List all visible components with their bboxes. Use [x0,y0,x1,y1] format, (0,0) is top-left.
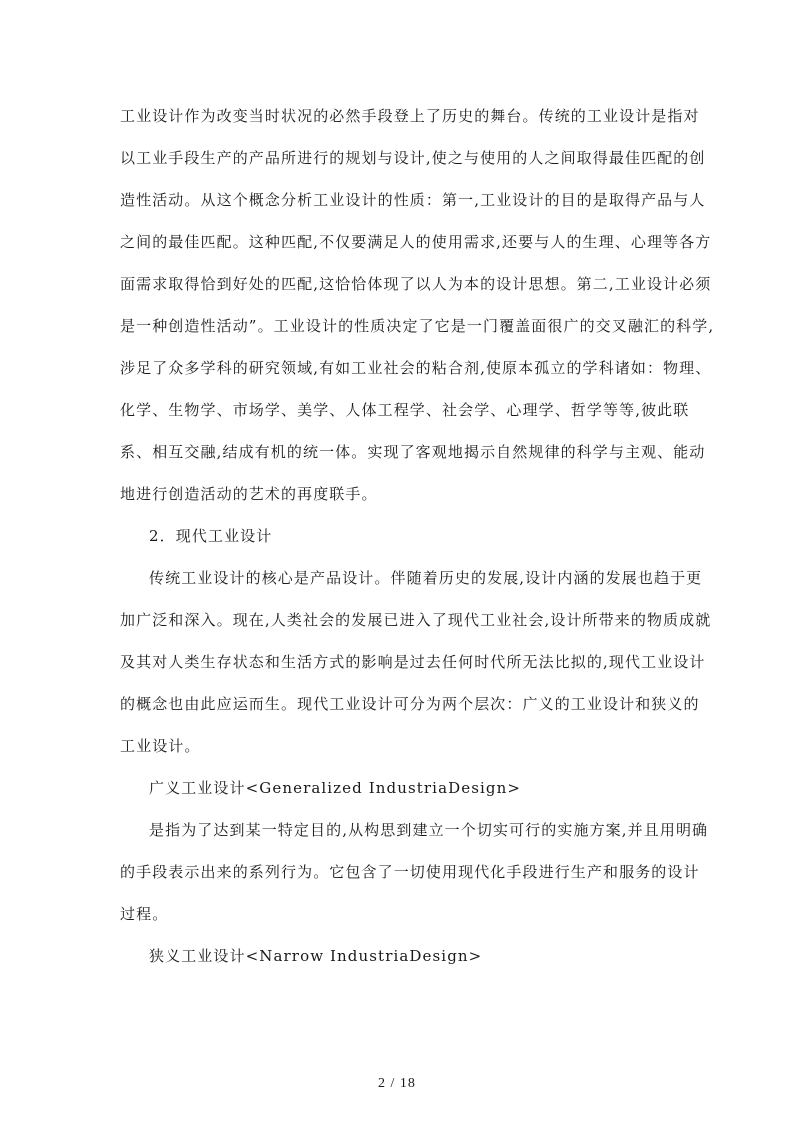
paragraph-line: 系、相互交融,结成有机的统一体。实现了客观地揭示自然规律的科学与主观、能动 [120,443,706,461]
paragraph-line: 过程。 [120,905,169,923]
term-heading: 狭义工业设计<Narrow IndustriaDesign> [149,947,483,965]
paragraph-line: 涉足了众多学科的研究领域,有如工业社会的粘合剂,使原本孤立的学科诸如：物理、 [120,359,712,377]
paragraph-line: 的概念也由此应运而生。现代工业设计可分为两个层次：广义的工业设计和狭义的 [120,695,700,713]
paragraph-line: 造性活动。从这个概念分析工业设计的性质：第一,工业设计的目的是取得产品与人 [120,191,706,209]
paragraph-line: 的手段表示出来的系列行为。它包含了一切使用现代化手段进行生产和服务的设计 [120,863,700,881]
page-indicator: 2 / 18 [378,1076,416,1091]
section-heading: 2．现代工业设计 [149,527,273,545]
paragraph-line: 地进行创造活动的艺术的再度联手。 [120,485,378,503]
paragraph-line: 及其对人类生存状态和生活方式的影响是过去任何时代所无法比拟的,现代工业设计 [120,653,706,671]
paragraph-line: 是指为了达到某一特定目的,从构思到建立一个切实可行的实施方案,并且用明确 [149,821,709,839]
paragraph-line: 工业设计。 [120,737,201,755]
paragraph-line: 加广泛和深入。现在,人类社会的发展已进入了现代工业社会,设计所带来的物质成就 [120,611,712,629]
paragraph-line: 化学、生物学、市场学、美学、人体工程学、社会学、心理学、哲学等等,彼此联 [120,401,690,419]
paragraph-line: 以工业手段生产的产品所进行的规划与设计,使之与使用的人之间取得最佳匹配的创 [120,149,706,167]
paragraph-line: 是一种创造性活动”。工业设计的性质决定了它是一门覆盖面很广的交叉融汇的科学, [120,317,715,335]
paragraph-line: 工业设计作为改变当时状况的必然手段登上了历史的舞台。传统的工业设计是指对 [120,107,700,125]
term-heading: 广义工业设计<Generalized IndustriaDesign> [149,779,522,797]
paragraph-line: 之间的最佳匹配。这种匹配,不仅要满足人的使用需求,还要与人的生理、心理等各方 [120,233,712,251]
paragraph-line: 传统工业设计的核心是产品设计。伴随着历史的发展,设计内涵的发展也趋于更 [149,569,703,587]
paragraph-line: 面需求取得恰到好处的匹配,这恰恰体现了以人为本的设计思想。第二,工业设计必须 [120,275,712,293]
